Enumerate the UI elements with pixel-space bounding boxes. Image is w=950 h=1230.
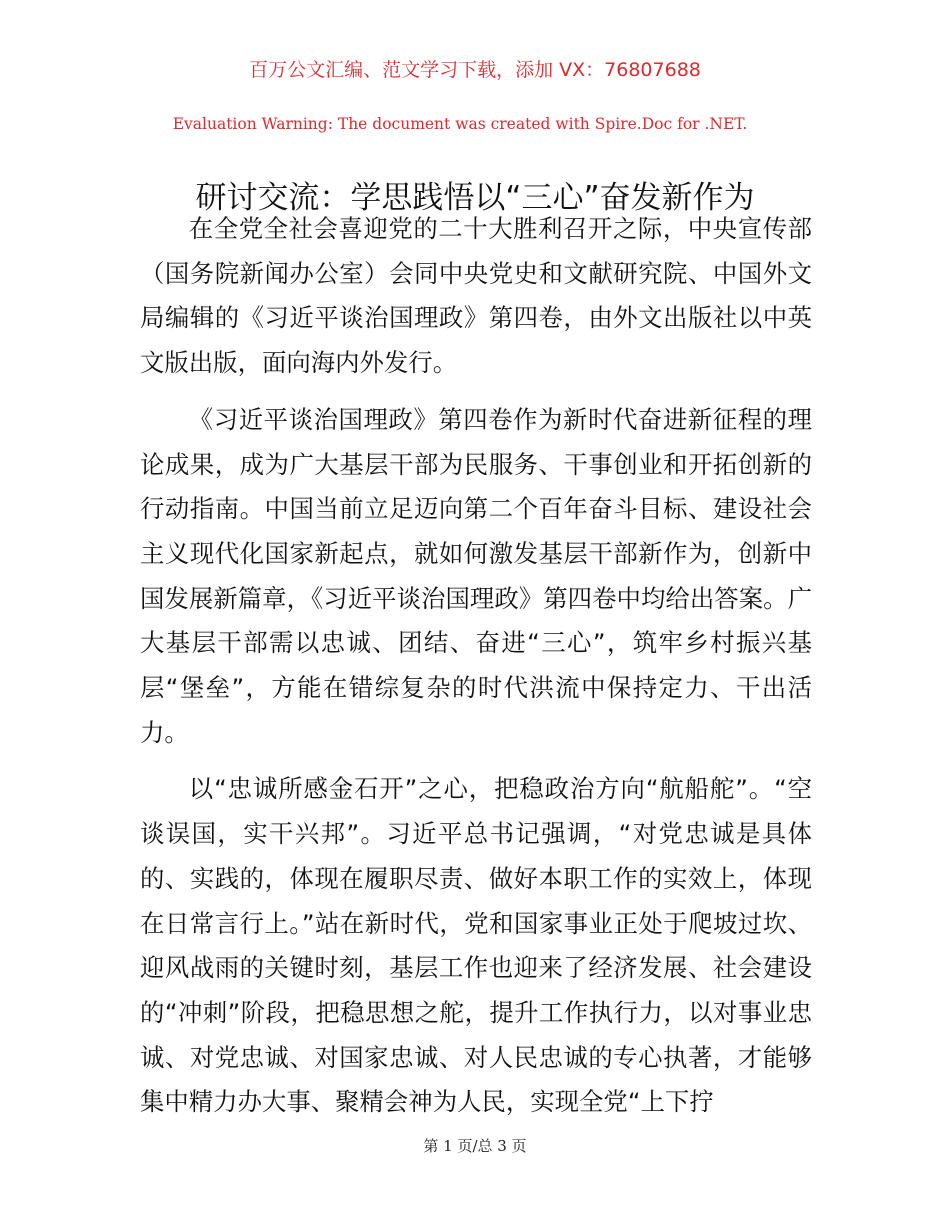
evaluation-warning: Evaluation Warning: The document was created with Spire.Doc for .NET.	[172, 115, 748, 133]
header-ad-text: 百万公文汇编、范文学习下载，添加 VX：76807688	[249, 59, 701, 81]
paragraph: 在全党全社会喜迎党的二十大胜利召开之际，中央宣传部（国务院新闻办公室）会同中央党史和文献研究院、中国外文局编辑的《习近平谈治国理政》第四卷，由外文出版社以中英文版出版，面向海内外发行。	[140, 214, 812, 378]
paragraph: 《习近平谈治国理政》第四卷作为新时代奋进新征程的理论成果，成为广大基层干部为民服务、干事创业和开拓创新的行动指南。中国当前立足迈向第二个百年奋斗目标、建设社会主义现代化国家新起点，就如何激发基层干部新作为，创新中国发展新篇章，《习近平谈治国理政》第四卷中均给出答案。广大基层干部需以忠诚、团结、奋进“三心”，筑牢乡村振兴基层“堡垒”，方能在错综复杂的时代洪流中保持定力、干出活力。	[140, 404, 812, 747]
page-indicator: 第 1 页/总 3 页	[423, 1137, 527, 1155]
document-body	[140, 207, 812, 1137]
document-title: 研讨交流：学思践悟以“三心”奋发新作为	[195, 179, 755, 216]
paragraph: 以“忠诚所感金石开”之心，把稳政治方向“航船舵”。“空谈误国，实干兴邦”。习近平总书记强调，“对党忠诚是具体的、实践的，体现在履职尽责、做好本职工作的实效上，体现在日常言行上。”站在新时代，党和国家事业正处于爬坡过坎、迎风战雨的关键时刻，基层工作也迎来了经济发展、社会建设的“冲刺”阶段，把稳思想之舵，提升工作执行力，以对事业忠诚、对党忠诚、对国家忠诚、对人民忠诚的专心执著，才能够集中精力办大事、聚精会神为人民，实现全党“上下拧	[140, 774, 812, 1117]
